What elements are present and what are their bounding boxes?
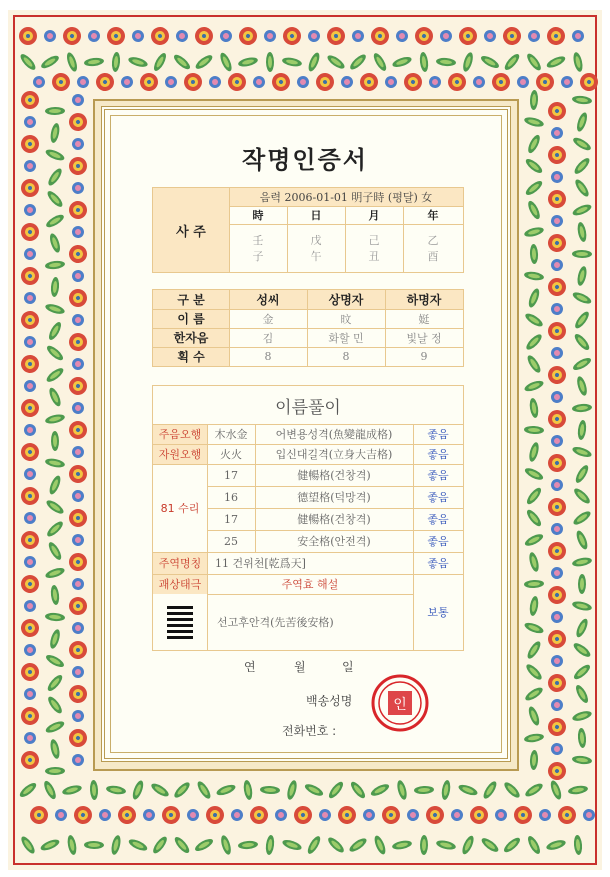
suri-label: 81 수리: [160, 502, 200, 515]
juyeok-label: 주역명칭: [153, 552, 207, 574]
border-ornament: [352, 30, 364, 42]
analysis-desc: 어변용성격(魚變龍成格): [275, 428, 393, 441]
official-seal: [369, 673, 431, 733]
border-ornament: [24, 512, 36, 524]
suri-result: 좋음: [427, 535, 449, 548]
suri-result: 좋음: [427, 491, 449, 504]
pillar-branch: 午: [310, 250, 322, 263]
saju-col-1: 日: [310, 209, 322, 222]
suri-num: 17: [224, 512, 238, 526]
hexagram-header: 주역효 해설: [281, 578, 339, 591]
name-row-label: 획 수: [153, 347, 229, 366]
analysis-label: 주음오행: [153, 424, 207, 444]
saju-pillar-3: [403, 224, 463, 272]
suri-desc: 健暢格(건창격): [297, 513, 371, 526]
name-table: [152, 289, 464, 367]
name-table-header-0: 구 분: [153, 290, 229, 309]
saju-col-2: 月: [368, 209, 380, 222]
saju-pillar-1: [287, 224, 345, 272]
name-row-value: 金: [262, 312, 274, 326]
footer-month: 월: [294, 660, 306, 674]
name-row-value: 8: [264, 350, 272, 363]
suri-desc: 健暢格(건창격): [297, 469, 371, 482]
juyeok-desc: 11 건위천[乾爲天]: [215, 557, 306, 570]
analysis-sub: 火火: [220, 448, 242, 461]
suri-desc: 安全格(안전격): [297, 535, 371, 548]
saju-label: 사 주: [153, 188, 229, 272]
footer-phone-label: 전화번호 :: [282, 724, 337, 738]
name-row-value: 김: [262, 331, 274, 345]
name-table-header-2: 상명자: [307, 290, 385, 309]
pillar-stem: 己: [368, 234, 380, 247]
saju-col-3: 年: [427, 209, 439, 222]
suri-result: 좋음: [427, 513, 449, 526]
suri-num: 25: [224, 534, 238, 548]
name-row-value: 8: [342, 350, 350, 363]
saju-table: [152, 187, 464, 273]
name-row-value: 화할 민: [328, 331, 364, 345]
analysis-desc: 입신대길격(立身大吉格): [275, 448, 393, 461]
hexagram-label: 괘상태극: [153, 574, 207, 594]
juyeok-result: 좋음: [427, 557, 449, 570]
footer-issuer: 백송성명: [306, 694, 353, 708]
name-table-header-3: 하명자: [385, 290, 463, 309]
pillar-stem: 乙: [427, 234, 439, 247]
saju-col-0: 時: [252, 209, 264, 222]
suri-desc: 德望格(덕망격): [297, 491, 371, 504]
hexagram-result: 보통: [427, 606, 449, 619]
analysis-heading: 이름풀이: [275, 397, 341, 418]
hexagram-desc: 선고후안격(先苦後安格): [217, 616, 334, 629]
suri-num: 16: [224, 490, 238, 504]
analysis-result: 좋음: [427, 428, 449, 441]
saju-pillar-0: [229, 224, 287, 272]
footer-day: 일: [342, 660, 354, 674]
seal-text: 인: [393, 697, 407, 713]
pillar-branch: 酉: [427, 250, 439, 263]
name-row-value: 빛날 정: [406, 331, 442, 345]
name-row-value: 9: [420, 350, 428, 363]
name-row-value: 娗: [418, 312, 430, 326]
analysis-table: [152, 385, 464, 651]
border-ornament: [19, 27, 37, 45]
analysis-label: 자원오행: [153, 444, 207, 464]
suri-num: 17: [224, 468, 238, 482]
analysis-result: 좋음: [427, 448, 449, 461]
name-row-label: 이 름: [153, 309, 229, 328]
saju-date-line: 음력 2006-01-01 明子時 (평달) 女: [229, 188, 463, 206]
pillar-branch: 丑: [368, 250, 380, 263]
border-ornament: [21, 179, 39, 197]
page-title: 작명인증서: [242, 146, 368, 174]
analysis-sub: 木水金: [214, 428, 248, 441]
pillar-stem: 戊: [310, 234, 322, 247]
name-table-header-1: 성씨: [229, 290, 307, 309]
name-row-value: 旼: [340, 312, 352, 326]
name-row-label: 한자음: [153, 328, 229, 347]
hexagram-symbol: [153, 594, 207, 650]
saju-pillar-2: [345, 224, 403, 272]
pillar-branch: 子: [252, 250, 264, 263]
pillar-stem: 壬: [252, 234, 264, 247]
footer-year: 연: [244, 660, 256, 674]
qian-hexagram-icon: [167, 605, 193, 639]
suri-result: 좋음: [427, 469, 449, 482]
